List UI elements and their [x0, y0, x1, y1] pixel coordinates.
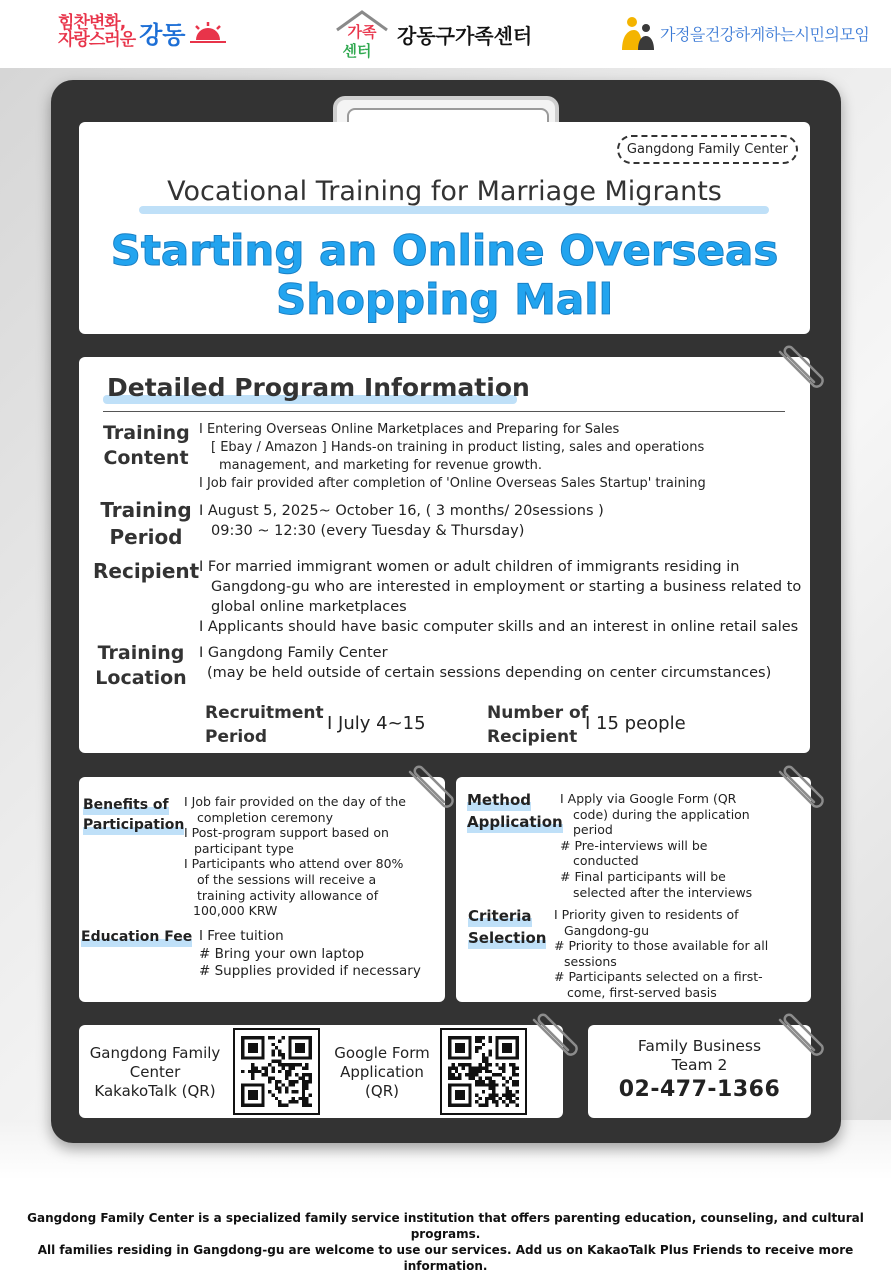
label-line: Location — [95, 667, 187, 689]
center-tag: Gangdong Family Center — [617, 135, 798, 164]
text-line: # Pre-interviews will be — [560, 837, 708, 853]
label-line: Family Business — [637, 1037, 762, 1055]
label-line: Training — [97, 642, 185, 664]
kakao-qr-code[interactable] — [233, 1028, 320, 1115]
text-line: selected after the interviews — [573, 884, 753, 900]
label-line: Training — [100, 498, 192, 522]
text-line: I Applicants should have basic computer skills and an interest in online retail sales — [199, 619, 799, 635]
kakao-qr-label — [81, 1044, 229, 1101]
text-line: period — [573, 822, 613, 838]
text-line: (may be held outside of certain sessions depending on center circumstances) — [207, 665, 772, 681]
text-line: I Priority given to residents of — [554, 907, 739, 922]
center-logo-bottom: 센터 — [342, 42, 372, 60]
method-label — [467, 789, 563, 833]
label-line: Selection — [468, 929, 547, 947]
text-line: Gangdong-gu who are interested in employment or starting a business related to — [211, 579, 802, 595]
footer-line: Gangdong Family Center is a specialized family service institution that offers parenting education, counseling, and cultural programs. — [27, 1211, 864, 1241]
text-line: I Participants who attend over 80% — [184, 856, 404, 872]
text-line: I Post-program support based on — [184, 825, 389, 841]
training-location-text — [199, 643, 771, 683]
text-line: sessions — [564, 953, 617, 969]
form-qr-label — [327, 1044, 437, 1101]
criteria-label — [468, 905, 546, 949]
text-line: I Entering Overseas Online Marketplaces and Preparing for Sales — [199, 422, 620, 437]
subtitle-highlight — [139, 206, 769, 214]
number-value: I 15 people — [585, 713, 686, 734]
paperclip-icon — [770, 1010, 826, 1066]
program-title-line-2: Shopping Mall — [275, 275, 614, 324]
footer-text — [0, 1210, 891, 1274]
qr-icon — [448, 1036, 519, 1107]
text-line: I Job fair provided on the day of the — [184, 794, 406, 809]
header-bar — [0, 0, 891, 68]
benefits-label — [83, 795, 184, 835]
text-line: 09:30 ~ 12:30 (every Tuesday & Thursday) — [211, 523, 525, 539]
text-line: I Apply via Google Form (QR — [560, 791, 737, 806]
label-line: Center — [129, 1063, 181, 1081]
method-text — [560, 791, 752, 900]
text-line: I For married immigrant women or adult children of immigrants residing in — [199, 559, 740, 575]
label-line: Method — [467, 791, 531, 809]
footer-line: All families residing in Gangdong-gu are welcome to use our services. Add us on KakaoTalk Plus Friends to receive more information. — [37, 1243, 854, 1273]
paperclip-icon — [770, 762, 826, 818]
text-line: I Job fair provided after completion of 'Online Overseas Sales Startup' training — [199, 476, 706, 491]
text-line: [ Ebay / Amazon ] Hands-on training in product listing, sales and operations — [211, 440, 705, 455]
label-line: Participation — [83, 817, 185, 833]
slogan-line-1: 힘찬변화, — [58, 13, 126, 33]
paperclip-icon — [524, 1010, 580, 1066]
contact-phone[interactable]: 02-477-1366 — [618, 1077, 781, 1102]
form-qr-code[interactable] — [440, 1028, 527, 1115]
center-logo-top: 가족 — [347, 23, 377, 41]
recruitment-label — [205, 701, 324, 749]
text-line: completion ceremony — [197, 809, 333, 825]
label-line: (QR) — [365, 1082, 399, 1100]
label-line: Google Form — [334, 1044, 430, 1062]
text-line: # Final participants will be — [560, 868, 726, 884]
people-icon — [620, 14, 656, 52]
text-line: # Priority to those available for all — [554, 938, 769, 954]
paperclip-icon — [770, 342, 826, 398]
benefits-card — [79, 777, 445, 1002]
text-line: training activity allowance of — [197, 887, 379, 903]
recipient-text — [199, 557, 801, 637]
text-line: come, first-served basis — [567, 984, 717, 1000]
text-line: participant type — [194, 840, 294, 856]
sun-icon — [190, 20, 226, 44]
gangdong-slogan — [58, 15, 135, 49]
detail-heading: Detailed Program Information — [107, 373, 530, 402]
label-line: KakakoTalk (QR) — [94, 1082, 216, 1100]
label-line: Team 2 — [671, 1056, 728, 1074]
benefits-text — [184, 794, 406, 919]
slogan-line-2: 자랑스러운 — [58, 30, 136, 50]
training-location-label — [93, 641, 189, 691]
label-line: Recipient — [487, 727, 578, 747]
text-line: I August 5, 2025~ October 16, ( 3 months/ 20sessions ) — [199, 503, 604, 519]
text-line: global online marketplaces — [211, 599, 407, 615]
qr-card — [79, 1025, 563, 1118]
training-content-label — [103, 421, 189, 471]
training-content-text — [199, 421, 706, 493]
recruitment-value: I July 4~15 — [327, 713, 426, 734]
training-period-text — [199, 501, 604, 541]
text-line: code) during the application — [573, 806, 750, 822]
label-line: Period — [205, 727, 268, 747]
qr-icon — [241, 1036, 312, 1107]
paperclip-icon — [400, 762, 456, 818]
label-line: Training — [103, 422, 190, 444]
label-line: Number of — [487, 703, 589, 723]
method-card — [456, 777, 811, 1002]
label-line: Gangdong Family — [89, 1044, 221, 1062]
title-card — [79, 122, 810, 334]
program-subtitle: Vocational Training for Marriage Migrants — [167, 176, 722, 207]
label-line: Content — [103, 447, 189, 469]
label-line: Criteria — [468, 907, 532, 925]
label-line: Application — [340, 1063, 424, 1081]
house-icon — [333, 8, 391, 60]
program-title-line-1: Starting an Online Overseas — [110, 226, 779, 275]
training-period-label — [99, 497, 193, 551]
text-line: Gangdong-gu — [564, 922, 650, 938]
city-name: 강동 — [139, 20, 186, 49]
center-name: 강동구가족센터 — [397, 23, 533, 48]
partner-logo — [620, 14, 869, 52]
education-fee-text — [199, 928, 421, 981]
text-line: # Bring your own laptop — [199, 945, 365, 962]
text-line: # Supplies provided if necessary — [199, 963, 421, 979]
label-line: Education Fee — [81, 929, 193, 945]
family-center-logo — [333, 8, 532, 60]
text-line: management, and marketing for revenue growth. — [219, 458, 543, 473]
label-line: Benefits of — [83, 797, 169, 813]
education-fee-label — [81, 927, 192, 947]
label-line: Period — [109, 525, 183, 549]
recipient-label: Recipient — [93, 559, 200, 583]
text-line: 100,000 KRW — [193, 903, 278, 919]
text-line: of the sessions will receive a — [197, 871, 377, 887]
text-line: I Free tuition — [199, 928, 284, 944]
text-line: # Participants selected on a first- — [554, 969, 763, 985]
label-line: Application — [467, 813, 563, 831]
gangdong-logo — [58, 12, 226, 52]
partner-name: 가정을건강하게하는시민의모임 — [660, 24, 870, 44]
label-line: Recruitment — [205, 703, 324, 723]
program-title — [79, 226, 810, 324]
detail-card — [79, 357, 810, 753]
heading-rule — [103, 411, 785, 412]
number-label — [487, 701, 588, 749]
criteria-text — [554, 907, 768, 1001]
text-line: I Gangdong Family Center — [199, 645, 388, 661]
text-line: conducted — [573, 853, 639, 869]
